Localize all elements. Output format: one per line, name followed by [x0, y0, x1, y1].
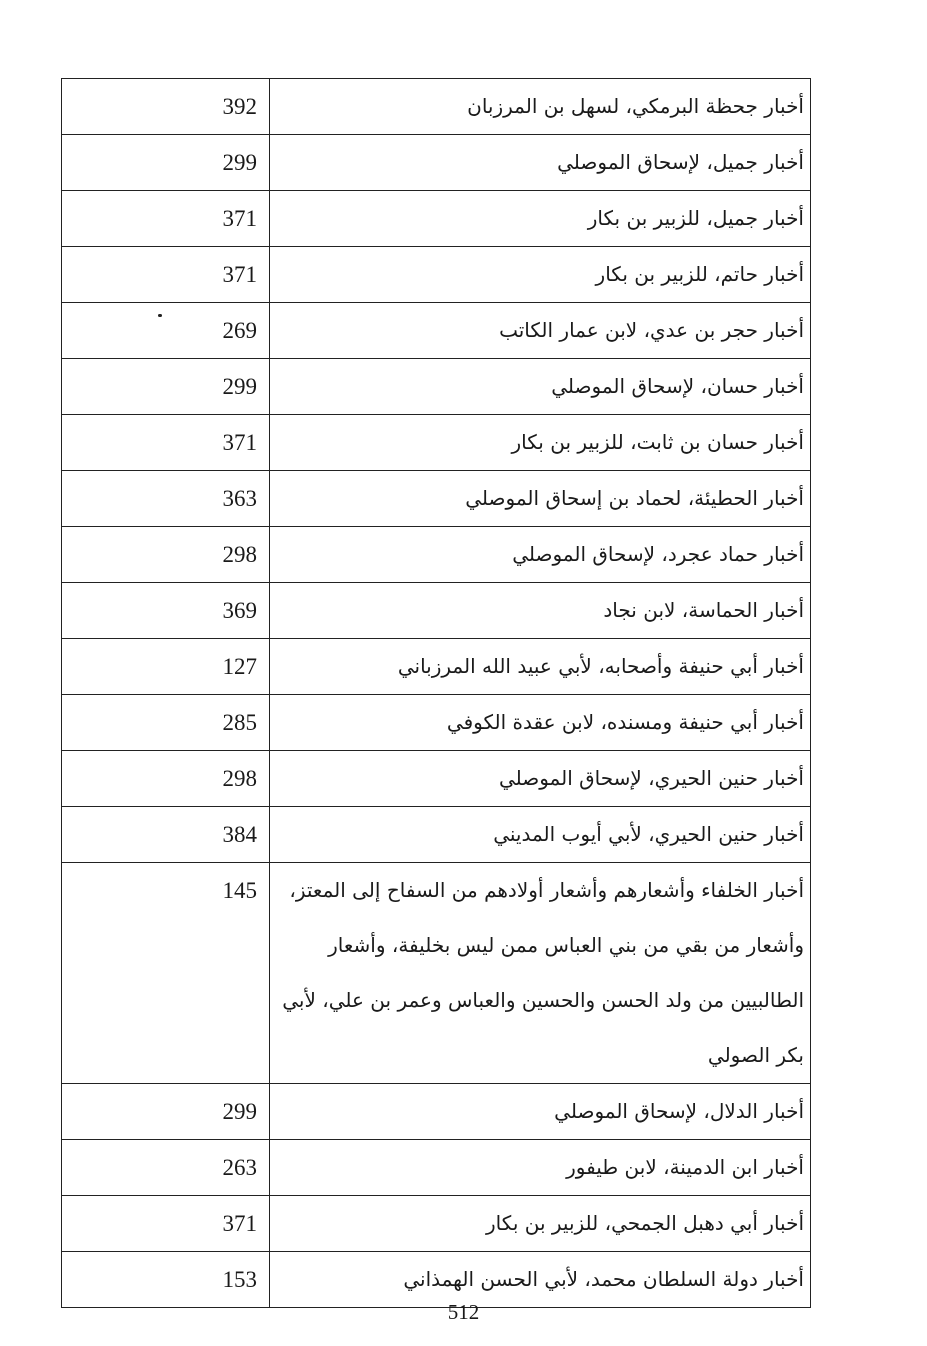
book-title: أخبار حماد عجرد، لإسحاق الموصلي [270, 527, 811, 583]
book-title: أخبار جميل، لإسحاق الموصلي [270, 135, 811, 191]
table-row [62, 359, 811, 415]
table-row [62, 863, 811, 1084]
book-title: أخبار حسان، لإسحاق الموصلي [270, 359, 811, 415]
book-title: أخبار أبي دهبل الجمحي، للزبير بن بكار [270, 1196, 811, 1252]
page-ref: 371 [62, 1196, 270, 1252]
table-row [62, 583, 811, 639]
book-title: أخبار الدلال، لإسحاق الموصلي [270, 1084, 811, 1140]
page-ref: 369 [62, 583, 270, 639]
page-ref: 299 [62, 135, 270, 191]
scan-speck [158, 314, 162, 317]
table-row [62, 1140, 811, 1196]
book-title: أخبار أبي حنيفة ومسنده، لابن عقدة الكوفي [270, 695, 811, 751]
table-row [62, 639, 811, 695]
book-title: أخبار حسان بن ثابت، للزبير بن بكار [270, 415, 811, 471]
table-row [62, 1084, 811, 1140]
table-row [62, 695, 811, 751]
book-title: أخبار حاتم، للزبير بن بكار [270, 247, 811, 303]
book-title: أخبار الحماسة، لابن نجاد [270, 583, 811, 639]
book-title: أخبار حنين الحيري، لإسحاق الموصلي [270, 751, 811, 807]
page-number: 512 [447, 1300, 480, 1324]
page-ref: 298 [62, 751, 270, 807]
book-title: أخبار الخلفاء وأشعارهم وأشعار أولادهم من السفاح إلى المعتز، وأشعار من بقي من بني العباس ممن ليس بخليفة، وأشعار الطالبيين من ولد الحسن والحسين والعباس وعمر بن علي، لأبي بكر الصولي [270, 863, 811, 1084]
index-table [61, 78, 811, 1308]
page-ref: 145 [62, 863, 270, 1084]
page-ref: 153 [62, 1252, 270, 1308]
table-row [62, 807, 811, 863]
page-ref: 269 [62, 303, 270, 359]
table-row [62, 471, 811, 527]
table-row [62, 303, 811, 359]
book-title: أخبار حنين الحيري، لأبي أيوب المديني [270, 807, 811, 863]
table-row [62, 751, 811, 807]
table-row [62, 79, 811, 135]
book-title: أخبار حجر بن عدي، لابن عمار الكاتب [270, 303, 811, 359]
book-title: أخبار جحظة البرمكي، لسهل بن المرزبان [270, 79, 811, 135]
page-ref: 299 [62, 359, 270, 415]
page-ref: 371 [62, 191, 270, 247]
page-ref: 392 [62, 79, 270, 135]
book-title: أخبار جميل، للزبير بن بكار [270, 191, 811, 247]
table-row [62, 415, 811, 471]
page-ref: 363 [62, 471, 270, 527]
page-ref: 263 [62, 1140, 270, 1196]
page-ref: 371 [62, 247, 270, 303]
page-ref: 127 [62, 639, 270, 695]
table-row [62, 527, 811, 583]
table-row [62, 191, 811, 247]
book-title: أخبار أبي حنيفة وأصحابه، لأبي عبيد الله المرزباني [270, 639, 811, 695]
table-row [62, 1196, 811, 1252]
table-row [62, 247, 811, 303]
page-ref: 298 [62, 527, 270, 583]
page-ref: 371 [62, 415, 270, 471]
page-ref: 299 [62, 1084, 270, 1140]
book-title: أخبار دولة السلطان محمد، لأبي الحسن الهمذاني [270, 1252, 811, 1308]
table-row [62, 135, 811, 191]
page-ref: 384 [62, 807, 270, 863]
book-title: أخبار ابن الدمينة، لابن طيفور [270, 1140, 811, 1196]
book-title: أخبار الحطيئة، لحماد بن إسحاق الموصلي [270, 471, 811, 527]
page-ref: 285 [62, 695, 270, 751]
